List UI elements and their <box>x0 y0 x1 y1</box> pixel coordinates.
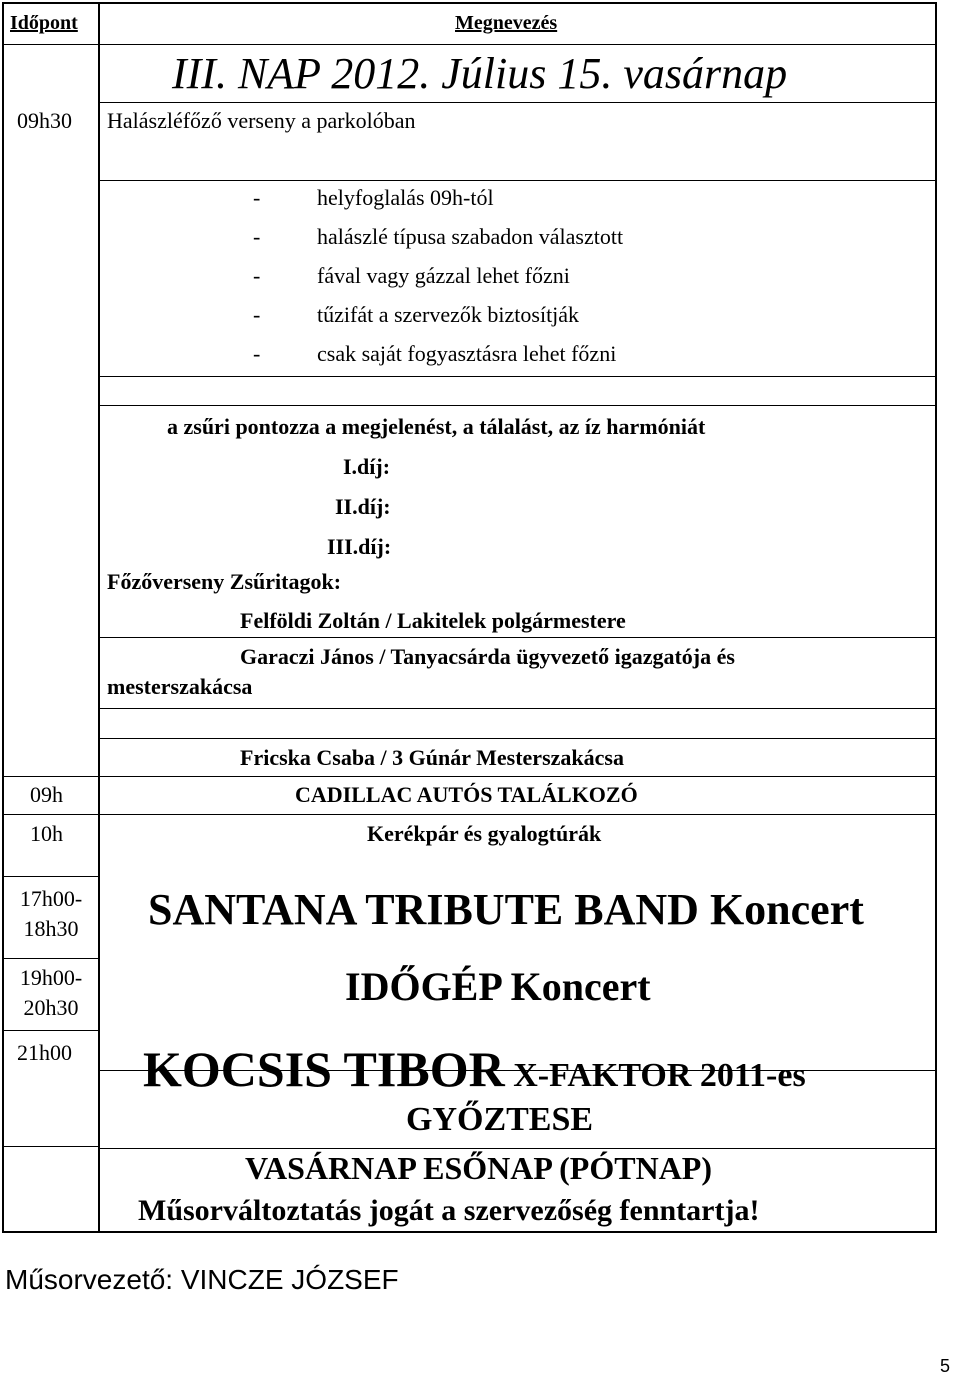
headliner-subtitle: X-FAKTOR 2011-es <box>504 1057 806 1094</box>
prize-third: III.díj: <box>327 534 392 559</box>
row-line <box>98 637 937 638</box>
rule-item: csak saját fogyasztásra lehet főzni <box>317 341 617 366</box>
header-name-column: Megnevezés <box>455 12 558 34</box>
concert-time <box>4 884 98 944</box>
rule-dash: - <box>253 224 261 249</box>
concert-name: SANTANA TRIBUTE BAND Koncert <box>148 885 864 934</box>
fish-soup-title: Halászléfőző verseny a parkolóban <box>107 108 416 133</box>
table-border-left <box>2 2 4 1233</box>
row-line <box>2 1030 98 1031</box>
fish-soup-time: 09h30 <box>17 108 72 133</box>
jury-title: Főzőverseny Zsűritagok: <box>107 569 342 594</box>
rule-item: tűzifát a szervezők biztosítják <box>317 302 580 327</box>
row-line <box>98 376 937 377</box>
row-line <box>98 1148 937 1149</box>
concert-time-start: 17h00- <box>19 886 83 911</box>
headliner-subtitle-line2: GYŐZTESE <box>406 1101 594 1138</box>
event-time: 09h <box>30 782 63 807</box>
concert-time-end: 18h30 <box>23 916 79 941</box>
jury-member-continued: mesterszakácsa <box>107 674 253 699</box>
program-change-disclaimer: Műsorváltoztatás jogát a szervezőség fenntartja! <box>138 1194 760 1227</box>
rule-dash: - <box>253 302 261 327</box>
row-line <box>2 776 937 777</box>
page-number: 5 <box>940 1356 951 1376</box>
jury-member: Felföldi Zoltán / Lakitelek polgármestere <box>240 608 626 633</box>
jury-member: Fricska Csaba / 3 Gúnár Mesterszakácsa <box>240 745 624 770</box>
rule-item: halászlé típusa szabadon választott <box>317 224 624 249</box>
rule-dash: - <box>253 185 261 210</box>
event-name: CADILLAC AUTÓS TALÁLKOZÓ <box>295 782 638 807</box>
row-line <box>2 814 937 815</box>
row-line <box>2 1146 98 1147</box>
row-line <box>98 102 937 103</box>
jury-member: Garaczi János / Tanyacsárda ügyvezető igazgatója és <box>240 644 735 669</box>
event-name: Kerékpár és gyalogtúrák <box>367 821 602 846</box>
concert-time-end: 20h30 <box>23 995 79 1020</box>
concert-name: IDŐGÉP Koncert <box>345 964 651 1009</box>
host-name: Műsorvezető: VINCZE JÓZSEF <box>5 1264 399 1295</box>
prize-second: II.díj: <box>335 494 391 519</box>
rule-dash: - <box>253 341 261 366</box>
header-time-column: Időpont <box>10 12 78 34</box>
rule-item: fával vagy gázzal lehet főzni <box>317 263 570 288</box>
row-line <box>2 958 98 959</box>
row-line <box>98 708 937 709</box>
row-line <box>98 405 937 406</box>
table-border-top <box>2 2 937 4</box>
row-line <box>98 180 937 181</box>
concert-time: 21h00 <box>17 1040 72 1065</box>
judging-criteria: a zsűri pontozza a megjelenést, a tálalást, az íz harmóniát <box>167 414 706 439</box>
headliner-name: KOCSIS TIBOR <box>143 1041 505 1097</box>
day-title: III. NAP 2012. Július 15. vasárnap <box>172 49 788 98</box>
row-line <box>98 738 937 739</box>
table-border-right <box>935 2 937 1233</box>
concert-time <box>4 963 98 1023</box>
rule-dash: - <box>253 263 261 288</box>
header-divider <box>98 44 937 45</box>
concert-name <box>143 1040 806 1098</box>
row-line <box>2 876 98 877</box>
event-time: 10h <box>30 821 63 846</box>
row-line <box>2 44 98 45</box>
rule-item: helyfoglalás 09h-tól <box>317 185 494 210</box>
rain-day-note: VASÁRNAP ESŐNAP (PÓTNAP) <box>245 1150 712 1186</box>
column-divider <box>98 2 100 1233</box>
concert-time-start: 19h00- <box>19 965 83 990</box>
table-border-bottom <box>2 1231 937 1233</box>
prize-first: I.díj: <box>343 454 391 479</box>
